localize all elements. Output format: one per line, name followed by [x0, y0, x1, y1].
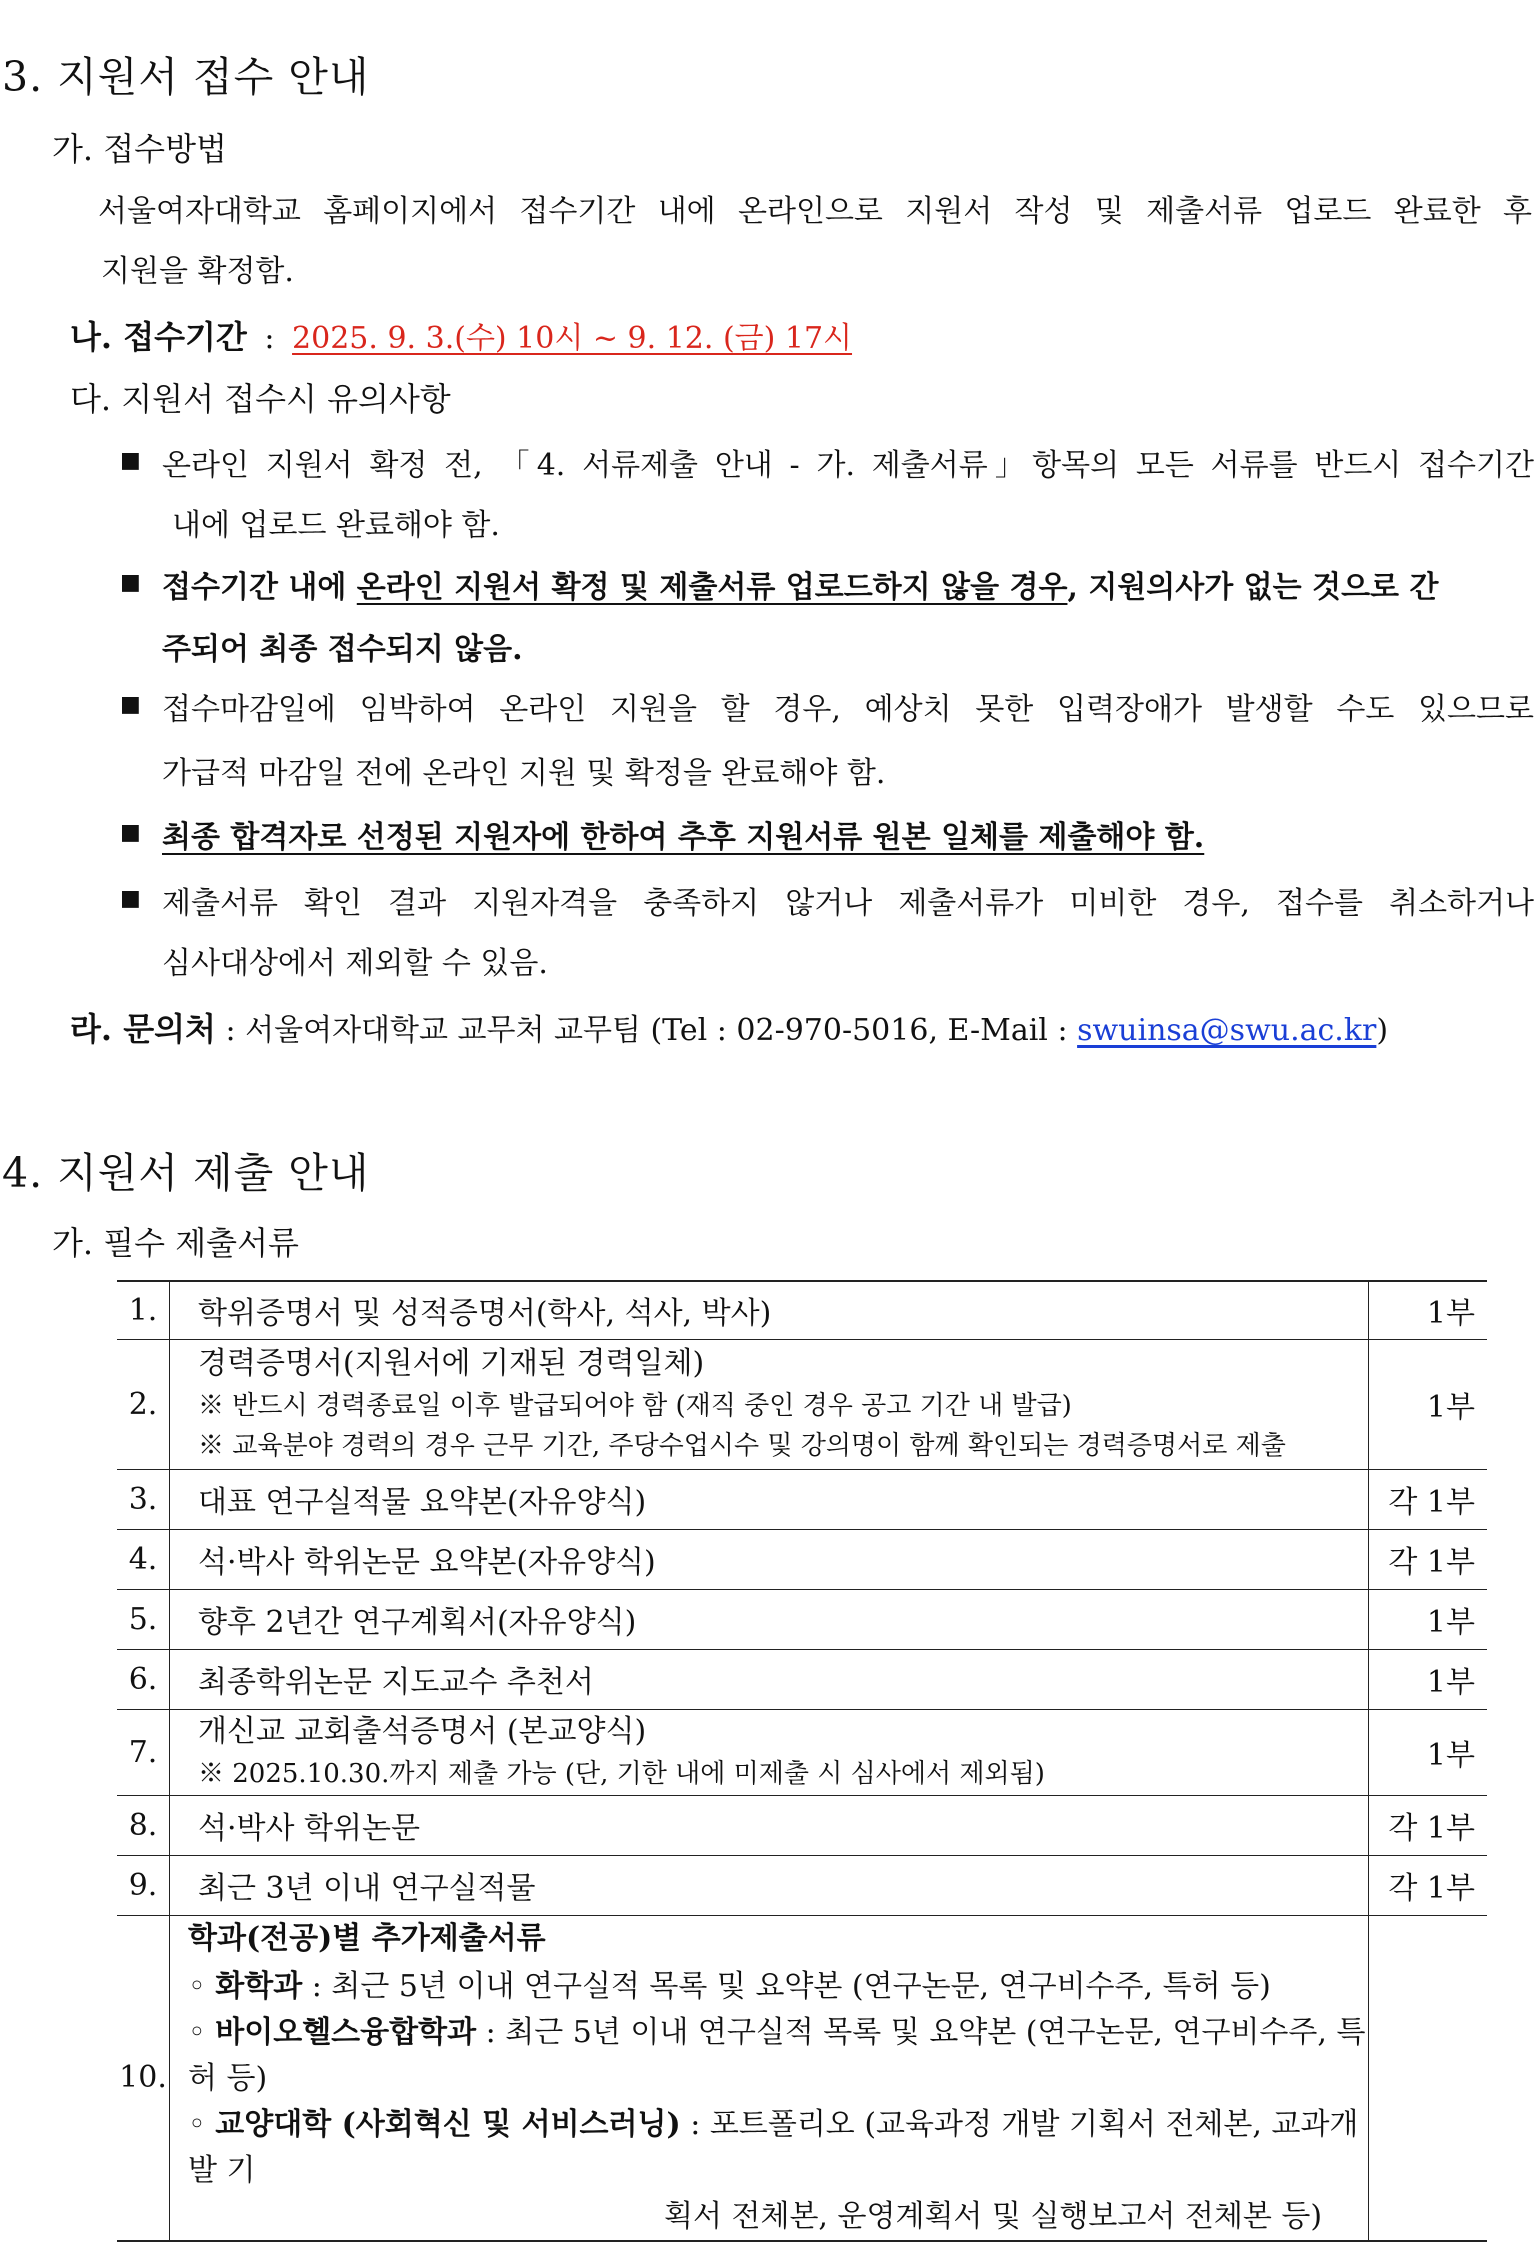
table-row	[117, 1339, 1487, 1469]
row-title: 대표 연구실적물 요약본(자유양식)	[170, 1469, 1369, 1529]
row-count: 1부	[1369, 1649, 1488, 1709]
bullet-icon: ■	[120, 692, 141, 717]
row-title: 개신교 교회출석증명서 (본교양식)	[198, 1714, 647, 1749]
ga-heading: 가. 접수방법	[52, 130, 227, 168]
da-b1-line1: 온라인 지원서 확정 전, 「4. 서류제출 안내 - 가. 제출서류」항목의 모든 서류를 반드시 접수기간	[162, 448, 1534, 483]
row-title: 석·박사 학위논문 요약본(자유양식)	[170, 1529, 1369, 1589]
dept-item	[188, 2010, 1368, 2102]
row-title: 향후 2년간 연구계획서(자유양식)	[170, 1589, 1369, 1649]
row-note: ※ 2025.10.30.까지 제출 가능 (단, 기한 내에 미제출 시 심사에서 제외됨)	[198, 1759, 1045, 1789]
required-documents-table	[117, 1280, 1487, 2242]
row-count: 각 1부	[1369, 1795, 1488, 1855]
row-number: 4.	[117, 1529, 170, 1589]
da-b4: 최종 합격자로 선정된 지원자에 한하여 추후 지원서류 원본 일체를 제출해야 함.	[162, 820, 1205, 855]
section3-title: 3. 지원서 접수 안내	[2, 53, 370, 101]
dept-item	[188, 1964, 1368, 2010]
table-row	[117, 1589, 1487, 1649]
row-number: 10.	[117, 1915, 170, 2241]
dot-icon: ◦	[188, 1968, 206, 2004]
da-b5-line1: 제출서류 확인 결과 지원자격을 충족하지 않거나 제출서류가 미비한 경우, 접수를 취소하거나	[162, 886, 1534, 921]
row-note: ※ 반드시 경력종료일 이후 발급되어야 함 (재직 중인 경우 공고 기간 내 발급)	[198, 1391, 1072, 1421]
dept-text: : 포트폴리오 (교육과정 개발 기획서 전체본, 교과개발 기	[188, 2106, 1359, 2188]
na-row	[70, 312, 852, 358]
table-row	[117, 1915, 1487, 2241]
email-link[interactable]: swuinsa@swu.ac.kr	[1077, 1013, 1377, 1048]
da-heading: 다. 지원서 접수시 유의사항	[70, 380, 451, 418]
ra-row	[70, 1004, 1388, 1050]
row-title: 경력증명서(지원서에 기재된 경력일체)	[198, 1346, 705, 1381]
bullet-icon: ■	[120, 820, 141, 845]
row-count: 각 1부	[1369, 1529, 1488, 1589]
bullet-icon: ■	[120, 570, 141, 595]
da-b2-underlined: 온라인 지원서 확정 및 제출서류 업로드하지 않을 경우	[356, 570, 1068, 605]
dept-item	[188, 2102, 1368, 2194]
da-b2-line1	[162, 562, 1534, 606]
da-b2-part1: 접수기간 내에	[162, 570, 357, 605]
table-row	[117, 1281, 1487, 1339]
da-b3-line1: 접수마감일에 임박하여 온라인 지원을 할 경우, 예상치 못한 입력장애가 발생할 수도 있으므로	[162, 692, 1534, 727]
dept-text: : 최근 5년 이내 연구실적 목록 및 요약본 (연구논문, 연구비수주, 특허 등)	[302, 1968, 1271, 2004]
ga-line1: 서울여자대학교 홈페이지에서 접수기간 내에 온라인으로 지원서 작성 및 제출서류 업로드 완료한 후	[98, 194, 1532, 229]
row-title: 석·박사 학위논문	[170, 1795, 1369, 1855]
row-count: 1부	[1369, 1709, 1488, 1795]
da-b5-line2: 심사대상에서 제외할 수 있음.	[162, 946, 548, 981]
na-sep: :	[264, 321, 275, 356]
row-number: 3.	[117, 1469, 170, 1529]
row-number: 7.	[117, 1709, 170, 1795]
bullet-icon: ■	[120, 448, 141, 473]
na-period: 2025. 9. 3.(수) 10시 ~ 9. 12. (금) 17시	[292, 321, 853, 356]
dept-text: : 최근 5년 이내 연구실적 목록 및 요약본 (연구논문, 연구비수주, 특허 등)	[188, 2014, 1366, 2096]
row-title: 최종학위논문 지도교수 추천서	[170, 1649, 1369, 1709]
s4-ga-heading: 가. 필수 제출서류	[52, 1224, 299, 1262]
table-row	[117, 1469, 1487, 1529]
row-number: 2.	[117, 1339, 170, 1469]
row-count: 각 1부	[1369, 1469, 1488, 1529]
dept-name: 교양대학 (사회혁신 및 서비스러닝)	[215, 2106, 681, 2142]
ra-label: 라. 문의처	[70, 1010, 216, 1048]
table-row	[117, 1855, 1487, 1915]
section4-title: 4. 지원서 제출 안내	[2, 1149, 370, 1197]
na-label: 나. 접수기간	[70, 318, 247, 356]
row-number: 8.	[117, 1795, 170, 1855]
dept-name: 화학과	[215, 1968, 303, 2004]
row-count: 각 1부	[1369, 1855, 1488, 1915]
row-number: 5.	[117, 1589, 170, 1649]
table-row	[117, 1795, 1487, 1855]
bullet-icon: ■	[120, 886, 141, 911]
row-count: 1부	[1369, 1339, 1488, 1469]
row-note: ※ 교육분야 경력의 경우 근무 기간, 주당수업시수 및 강의명이 함께 확인되는 경력증명서로 제출	[198, 1431, 1286, 1461]
row-count: 1부	[1369, 1589, 1488, 1649]
da-b1-line2: 내에 업로드 완료해야 함.	[172, 508, 500, 543]
dot-icon: ◦	[188, 2106, 206, 2142]
row-number: 1.	[117, 1281, 170, 1339]
da-b3-line2: 가급적 마감일 전에 온라인 지원 및 확정을 완료해야 함.	[162, 756, 886, 791]
dot-icon: ◦	[188, 2014, 206, 2050]
da-b2-line2: 주되어 최종 접수되지 않음.	[162, 632, 523, 667]
dept-item-continued: 획서 전체본, 운영계획서 및 실행보고서 전체본 등)	[664, 2198, 1323, 2234]
table-row	[117, 1649, 1487, 1709]
table-row	[117, 1529, 1487, 1589]
row-title: 최근 3년 이내 연구실적물	[170, 1855, 1369, 1915]
ra-text1: : 서울여자대학교 교무처 교무팀 (Tel : 02-970-5016, E-Mail :	[225, 1013, 1078, 1048]
row-count: 1부	[1369, 1281, 1488, 1339]
row-count	[1369, 1915, 1488, 2241]
da-b2-part2: , 지원의사가 없는 것으로 간	[1067, 570, 1439, 605]
table-row	[117, 1709, 1487, 1795]
row-title: 학위증명서 및 성적증명서(학사, 석사, 박사)	[170, 1281, 1369, 1339]
row-number: 6.	[117, 1649, 170, 1709]
ga-line2: 지원을 확정함.	[101, 254, 294, 289]
ra-text2: )	[1376, 1013, 1389, 1048]
row-title: 학과(전공)별 추가제출서류	[188, 1920, 546, 1956]
row-number: 9.	[117, 1855, 170, 1915]
dept-name: 바이오헬스융합학과	[215, 2014, 477, 2050]
